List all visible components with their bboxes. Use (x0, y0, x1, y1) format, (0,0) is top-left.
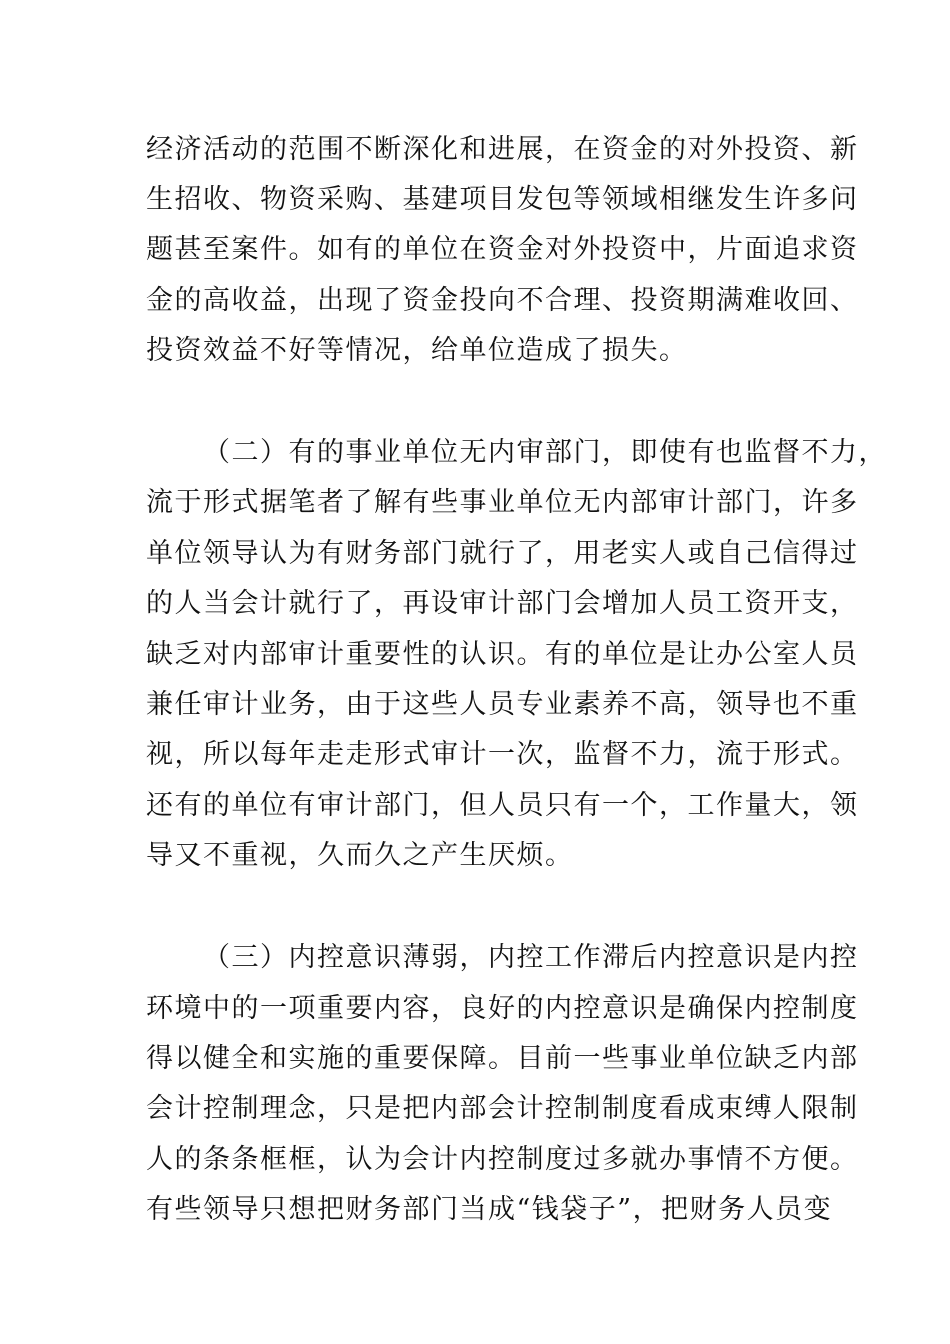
text-line: 缺乏对内部审计重要性的认识。有的单位是让办公室人员 (146, 639, 859, 670)
text-line: 环境中的一项重要内容，良好的内控意识是确保内控制度 (146, 993, 859, 1024)
text-line: 的人当会计就行了，再设审计部门会增加人员工资开支， (146, 588, 859, 619)
text-line: 题甚至案件。如有的单位在资金对外投资中，片面追求资 (146, 234, 859, 265)
text-line: 兼任审计业务，由于这些人员专业素养不高，领导也不重 (146, 689, 859, 720)
text-line: 单位领导认为有财务部门就行了，用老实人或自己信得过 (146, 538, 859, 569)
text-line: 经济活动的范围不断深化和进展，在资金的对外投资、新 (146, 134, 859, 165)
text-line: （二）有的事业单位无内审部门，即使有也监督不力， (203, 437, 887, 468)
text-line: 得以健全和实施的重要保障。目前一些事业单位缺乏内部 (146, 1043, 859, 1074)
text-line: 流于形式据笔者了解有些事业单位无内部审计部门，许多 (146, 487, 859, 518)
text-line: 投资效益不好等情况，给单位造成了损失。 (146, 335, 688, 366)
text-line: 导又不重视，久而久之产生厌烦。 (146, 840, 574, 871)
text-line: 金的高收益，出现了资金投向不合理、投资期满难收回、 (146, 285, 859, 316)
text-line: 有些领导只想把财务部门当成“钱袋子”，把财务人员变 (146, 1194, 833, 1225)
text-line: （三）内控意识薄弱，内控工作滞后内控意识是内控 (203, 942, 859, 973)
text-line: 视，所以每年走走形式审计一次，监督不力，流于形式。 (146, 739, 859, 770)
text-line: 会计控制理念，只是把内部会计控制制度看成束缚人限制 (146, 1093, 859, 1124)
text-line: 生招收、物资采购、基建项目发包等领域相继发生许多问 (146, 184, 859, 215)
text-line: 还有的单位有审计部门，但人员只有一个，工作量大，领 (146, 790, 859, 821)
text-line: 人的条条框框，认为会计内控制度过多就办事情不方便。 (146, 1144, 859, 1175)
